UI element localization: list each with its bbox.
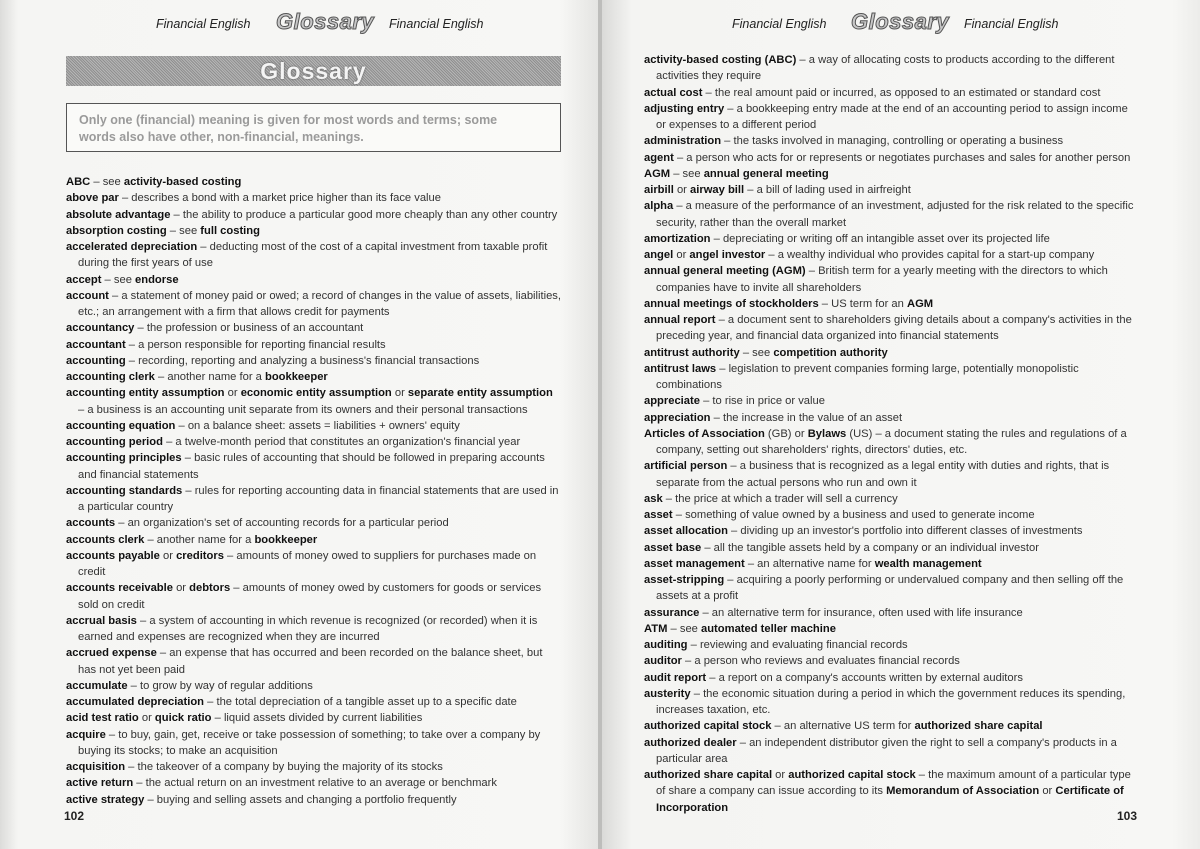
entry-text: or (1039, 785, 1056, 798)
entry-term: active return (66, 777, 134, 790)
entry-text: – describes a bond with a market price higher than its face value (118, 192, 441, 205)
entry-term: Bylaws (807, 427, 847, 440)
header-glossary-label: Glossary (851, 9, 950, 34)
header-left-label: Financial English (732, 17, 827, 31)
entry-text: – the ability to produce a particular good more cheaply than any other country (170, 208, 558, 221)
entry-term: agent (644, 151, 674, 164)
glossary-entry-asset-allocation (644, 523, 1134, 539)
entry-text: – the total depreciation of a tangible asset up to a specific date (204, 696, 517, 708)
running-header (602, 8, 1200, 42)
entry-term: full costing (200, 224, 260, 237)
entry-text: – to rise in price or value (699, 395, 825, 408)
entry-text: – to buy, gain, get, receive or take possession of something; to take over a company by buying its stocks; to make an acquisition (78, 728, 541, 757)
glossary-entry-absolute-advantage (66, 207, 562, 223)
glossary-entry-administration (644, 133, 1134, 149)
entry-term: bookkeeper (254, 533, 318, 546)
entry-text: – deducting most of the cost of a capital investment from taxable profit during the first years of use (78, 241, 548, 270)
glossary-entry-active-strategy (66, 792, 562, 808)
glossary-entry-asset-stripping (644, 572, 1134, 605)
left-page (0, 0, 598, 849)
entry-term: wealth management (874, 557, 982, 570)
glossary-entry-above-par (66, 190, 562, 206)
entry-term: annual report (644, 314, 716, 326)
glossary-entry-account (66, 288, 562, 321)
entry-term: activity-based costing (123, 176, 242, 188)
header-glossary-label: Glossary (276, 9, 375, 34)
glossary-entry-annual-meetings-of-stockholders (644, 296, 1134, 312)
entry-term: quick ratio (154, 712, 212, 725)
glossary-entry-antitrust-laws (644, 361, 1134, 394)
glossary-entry-accounting (66, 353, 562, 369)
banner-title: Glossary (260, 58, 367, 84)
entry-text: – an alternative US term for (771, 720, 915, 733)
entry-term: accounting equation (66, 419, 176, 432)
entry-term: authorized capital stock (644, 720, 772, 733)
entry-term: actual cost (644, 86, 703, 99)
entry-text: – rules for reporting accounting data in financial statements that are used in a particular country (78, 484, 559, 513)
glossary-entry-acid-test-ratio (66, 710, 562, 726)
entry-term: authorized capital stock (788, 769, 916, 781)
entry-text: – the takeover of a company by buying the majority of its stocks (125, 761, 443, 773)
glossary-entry-accrued-expense (66, 645, 562, 678)
entry-term: authorized share capital (914, 720, 1043, 733)
entry-text: – the real amount paid or incurred, as opposed to an estimated or standard cost (702, 86, 1101, 99)
entry-text: (US) – a document stating the rules and regulations of a company, setting out shareholders' rights, directors' duties, etc. (656, 427, 1127, 456)
entry-term: absolute advantage (66, 208, 171, 221)
entry-text: – the maximum amount of a particular type of share a company can issue according to its (656, 769, 1131, 798)
entry-term: accounts receivable (66, 582, 173, 595)
entry-text: – see (90, 176, 124, 188)
entry-term: asset management (644, 557, 745, 570)
glossary-entry-accountancy (66, 320, 562, 336)
entry-text: – all the tangible assets held by a company or an individual investor (701, 541, 1039, 554)
entry-term: airbill (644, 184, 674, 196)
entry-text: or (772, 769, 789, 781)
glossary-entry-accounting-clerk (66, 369, 562, 385)
glossary-entry-airbill (644, 182, 1134, 198)
entry-term: separate entity assumption (407, 387, 553, 400)
glossary-entry-acquisition (66, 759, 562, 775)
entry-text: – an expense that has occurred and been recorded on the balance sheet, but has not yet been paid (78, 647, 543, 676)
glossary-entry-accept (66, 272, 562, 288)
entry-text: – another name for a (144, 533, 255, 546)
glossary-entry-accounting-principles (66, 450, 562, 483)
entry-term: accounts (66, 517, 116, 530)
glossary-entry-asset-management (644, 556, 1134, 572)
entry-text: – buying and selling assets and changing a portfolio frequently (144, 793, 457, 806)
entry-term: antitrust authority (644, 346, 740, 359)
glossary-entry-authorized-capital-stock (644, 718, 1134, 734)
entry-term: endorse (135, 273, 179, 286)
glossary-entry-agent (644, 150, 1134, 166)
entry-text: – liquid assets divided by current liabilities (211, 712, 423, 725)
glossary-entry-accounting-period (66, 434, 562, 450)
glossary-entry-antitrust-authority (644, 345, 1134, 361)
glossary-entry-angel (644, 247, 1134, 263)
entry-text: – the tasks involved in managing, controlling or operating a business (721, 135, 1064, 148)
entry-term: auditor (644, 655, 682, 668)
entry-text: or (138, 712, 155, 725)
entry-text: – a business is an accounting unit separate from its owners and their personal transactions (78, 403, 528, 416)
entry-term: accounting principles (66, 452, 182, 465)
entry-text: – a person responsible for reporting financial results (125, 338, 386, 351)
entry-term: accumulated depreciation (66, 696, 205, 708)
entry-term: Certificate of Incorporation (656, 785, 1124, 814)
glossary-entry-authorized-share-capital (644, 767, 1134, 816)
entry-text: or (172, 582, 190, 595)
glossary-entry-accounting-entity-assumption (66, 385, 562, 418)
entry-text: – a person who acts for or represents or negotiates purchases and sales for another person (673, 151, 1131, 164)
entry-term: ask (644, 492, 663, 505)
entry-text: – basic rules of accounting that should be followed in preparing accounts and financial statements (78, 452, 545, 481)
entry-term: accounting (66, 354, 126, 367)
entry-term: annual general meeting (AGM) (644, 265, 806, 278)
entry-term: economic entity assumption (240, 387, 392, 400)
entry-text: or (673, 184, 691, 196)
entry-text: – an independent distributor given the right to sell a company's products in a particular area (656, 736, 1117, 765)
entry-term: accrual basis (66, 614, 137, 627)
right-page (602, 0, 1200, 849)
glossary-entry-absorption-costing (66, 223, 562, 239)
entry-term: asset-stripping (644, 574, 725, 586)
entry-text: – reviewing and evaluating financial records (687, 639, 908, 651)
entry-term: accounting clerk (66, 371, 155, 383)
entry-text: – an organization's set of accounting records for a particular period (115, 517, 449, 530)
entry-text: – a way of allocating costs to products according to the different activities they require (656, 54, 1115, 83)
glossary-entry-annual-report (644, 312, 1134, 345)
glossary-entry-abc (66, 174, 562, 190)
entry-text: or (159, 549, 177, 562)
entry-term: amortization (644, 232, 711, 245)
page-number: 103 (1117, 809, 1138, 823)
entry-term: asset (644, 509, 673, 521)
glossary-entry-accelerated-depreciation (66, 239, 562, 272)
glossary-entry-annual-general-meeting (644, 263, 1134, 296)
entry-text: – the price at which a trader will sell a currency (662, 492, 898, 505)
entry-text: – British term for a yearly meeting with the directors to which companies have to invite all shareholders (656, 265, 1108, 294)
entry-term: accountancy (66, 322, 135, 335)
entry-text: – depreciating or writing off an intangible asset over its projected life (710, 232, 1050, 245)
entry-term: asset allocation (644, 525, 728, 538)
entry-text: – see (101, 273, 136, 286)
glossary-entry-accumulated-depreciation (66, 694, 562, 710)
entry-term: auditing (644, 639, 688, 651)
entry-text: – the economic situation during a period in which the government reduces its spending, increases taxation, etc. (656, 687, 1126, 716)
entry-term: ABC (66, 176, 91, 188)
glossary-entry-accumulate (66, 678, 562, 694)
glossary-entries-left (66, 174, 562, 808)
entry-term: above par (66, 192, 119, 205)
note-text: Only one (financial) meaning is given for most words and terms; some words also have other, non-financial, meanings. (79, 113, 498, 144)
glossary-entries-right (644, 52, 1134, 816)
entry-text: – see (739, 346, 774, 359)
glossary-entry-appreciation (644, 410, 1134, 426)
header-right-label: Financial English (964, 17, 1059, 31)
glossary-entry-assurance (644, 605, 1134, 621)
entry-text: – the actual return on an investment relative to an average or benchmark (133, 777, 497, 790)
entry-text: – the profession or business of an accountant (134, 322, 364, 335)
page-number: 102 (64, 809, 85, 823)
glossary-entry-accrual-basis (66, 613, 562, 646)
entry-term: competition authority (773, 346, 888, 359)
entry-text: – a wealthy individual who provides capital for a start-up company (765, 249, 1095, 261)
glossary-entry-audit-report (644, 670, 1134, 686)
entry-text: – a business that is recognized as a legal entity with duties and rights, that is separate from the actual persons who run and own it (656, 460, 1110, 489)
glossary-entry-active-return (66, 775, 562, 791)
entry-term: ATM (644, 622, 668, 635)
glossary-entry-authorized-dealer (644, 735, 1134, 768)
glossary-entry-appreciate (644, 393, 1134, 409)
entry-text: – amounts of money owed to suppliers for purchases made on credit (78, 549, 537, 578)
entry-text: – US term for an (818, 297, 907, 310)
entry-term: annual meetings of stockholders (644, 297, 819, 310)
glossary-entry-accounts-clerk (66, 532, 562, 548)
entry-term: acquire (66, 728, 106, 741)
entry-term: accelerated depreciation (66, 241, 198, 253)
entry-term: bookkeeper (264, 371, 328, 383)
entry-term: angel (644, 249, 674, 261)
entry-term: authorized share capital (644, 769, 773, 781)
entry-text: – on a balance sheet: assets = liabilities + owners' equity (175, 419, 460, 432)
glossary-entry-accountant (66, 337, 562, 353)
glossary-entry-auditor (644, 653, 1134, 669)
entry-text: – recording, reporting and analyzing a business's financial transactions (125, 354, 480, 367)
entry-term: automated teller machine (701, 622, 836, 635)
entry-text: – see (166, 224, 201, 237)
entry-term: AGM (644, 167, 671, 180)
entry-term: administration (644, 135, 722, 148)
entry-text: – another name for a (154, 371, 265, 383)
entry-term: accept (66, 273, 102, 286)
entry-text: – acquiring a poorly performing or undervalued company and then selling off the assets at a profit (656, 574, 1124, 603)
entry-term: active strategy (66, 793, 145, 806)
entry-text: – dividing up an investor's portfolio into different classes of investments (727, 525, 1083, 538)
glossary-entry-accounting-equation (66, 418, 562, 434)
entry-text: – a report on a company's accounts written by external auditors (706, 671, 1023, 684)
entry-term: audit report (644, 671, 707, 684)
entry-term: accountant (66, 338, 126, 351)
glossary-entry-ask (644, 491, 1134, 507)
glossary-entry-austerity (644, 686, 1134, 719)
entry-term: activity-based costing (ABC) (644, 54, 797, 66)
glossary-entry-artificial-person (644, 458, 1134, 491)
header-left-label: Financial English (156, 17, 251, 31)
entry-term: creditors (176, 549, 224, 562)
entry-text: or (673, 249, 690, 261)
entry-term: assurance (644, 606, 700, 619)
entry-term: adjusting entry (644, 102, 725, 115)
entry-text: – see (670, 167, 704, 180)
glossary-entry-articles-of-association (644, 426, 1134, 459)
entry-term: debtors (189, 582, 231, 595)
entry-term: accounts payable (66, 549, 160, 562)
entry-text: – a bookkeeping entry made at the end of an accounting period to assign income or expenses to a different period (656, 102, 1128, 131)
glossary-entry-accounts (66, 515, 562, 531)
entry-term: annual general meeting (703, 167, 829, 180)
entry-text: – a bill of lading used in airfreight (744, 184, 911, 196)
note-box (66, 103, 561, 152)
glossary-entry-agm (644, 166, 1134, 182)
entry-term: account (66, 289, 109, 302)
entry-text: – a measure of the performance of an investment, adjusted for the risk related to the specific security, rather than the overall market (656, 200, 1134, 229)
entry-text: – a system of accounting in which revenue is recognized (or recorded) when it is earned and expenses are recognized when they are incurred (78, 614, 538, 643)
entry-term: austerity (644, 687, 691, 700)
entry-term: accounts clerk (66, 533, 145, 546)
entry-text: – a statement of money paid or owed; a record of changes in the value of assets, liabilities, etc.; an arrangement with a firm that allows credit for payments (78, 289, 562, 318)
glossary-entry-acquire (66, 727, 562, 760)
glossary-entry-amortization (644, 231, 1134, 247)
glossary-entry-asset-base (644, 540, 1134, 556)
entry-text: – a twelve-month period that constitutes an organization's financial year (162, 436, 521, 448)
entry-term: appreciate (644, 395, 700, 408)
entry-text: or (224, 387, 241, 400)
header-right-label: Financial English (389, 17, 484, 31)
entry-text: – the increase in the value of an asset (710, 411, 903, 424)
glossary-entry-adjusting-entry (644, 101, 1134, 134)
entry-term: antitrust laws (644, 362, 717, 375)
entry-text: – amounts of money owed by customers for goods or services sold on credit (78, 582, 542, 611)
entry-term: accumulate (66, 679, 128, 692)
entry-term: accounting entity assumption (66, 387, 225, 400)
entry-term: acid test ratio (66, 712, 139, 725)
entry-text: – an alternative name for (744, 557, 875, 570)
entry-term: acquisition (66, 761, 126, 773)
entry-text: – an alternative term for insurance, often used with life insurance (699, 606, 1023, 619)
entry-term: AGM (906, 297, 934, 310)
glossary-entry-auditing (644, 637, 1134, 653)
glossary-entry-alpha (644, 198, 1134, 231)
entry-term: absorption costing (66, 224, 167, 237)
entry-term: appreciation (644, 411, 711, 424)
entry-term: Articles of Association (644, 427, 765, 440)
entry-term: angel investor (689, 249, 766, 261)
entry-term: accounting standards (66, 484, 183, 497)
glossary-entry-asset (644, 507, 1134, 523)
glossary-entry-activity-based-costing (644, 52, 1134, 85)
entry-text: or (391, 387, 408, 400)
entry-term: alpha (644, 200, 674, 213)
entry-term: accrued expense (66, 647, 157, 660)
entry-text: (GB) or (764, 427, 808, 440)
entry-term: Memorandum of Association (886, 785, 1040, 798)
glossary-entry-accounting-standards (66, 483, 562, 516)
entry-text: – a document sent to shareholders giving details about a company's activities in the preceding year, and financial data organized into financial statements (656, 314, 1132, 343)
entry-term: authorized dealer (644, 736, 737, 749)
running-header (0, 8, 598, 42)
entry-text: – legislation to prevent companies forming large, potentially monopolistic combinations (656, 362, 1079, 391)
title-banner (66, 56, 561, 86)
glossary-entry-accounts-receivable (66, 580, 562, 613)
entry-text: – a person who reviews and evaluates financial records (681, 655, 960, 668)
entry-text: – something of value owned by a business and used to generate income (672, 509, 1035, 521)
entry-term: artificial person (644, 460, 728, 473)
glossary-entry-atm (644, 621, 1134, 637)
entry-text: – see (667, 622, 701, 635)
entry-text: – to grow by way of regular additions (127, 679, 313, 692)
glossary-entry-actual-cost (644, 85, 1134, 101)
entry-term: asset base (644, 541, 702, 554)
entry-term: accounting period (66, 436, 163, 448)
glossary-entry-accounts-payable (66, 548, 562, 581)
entry-term: airway bill (690, 184, 745, 196)
